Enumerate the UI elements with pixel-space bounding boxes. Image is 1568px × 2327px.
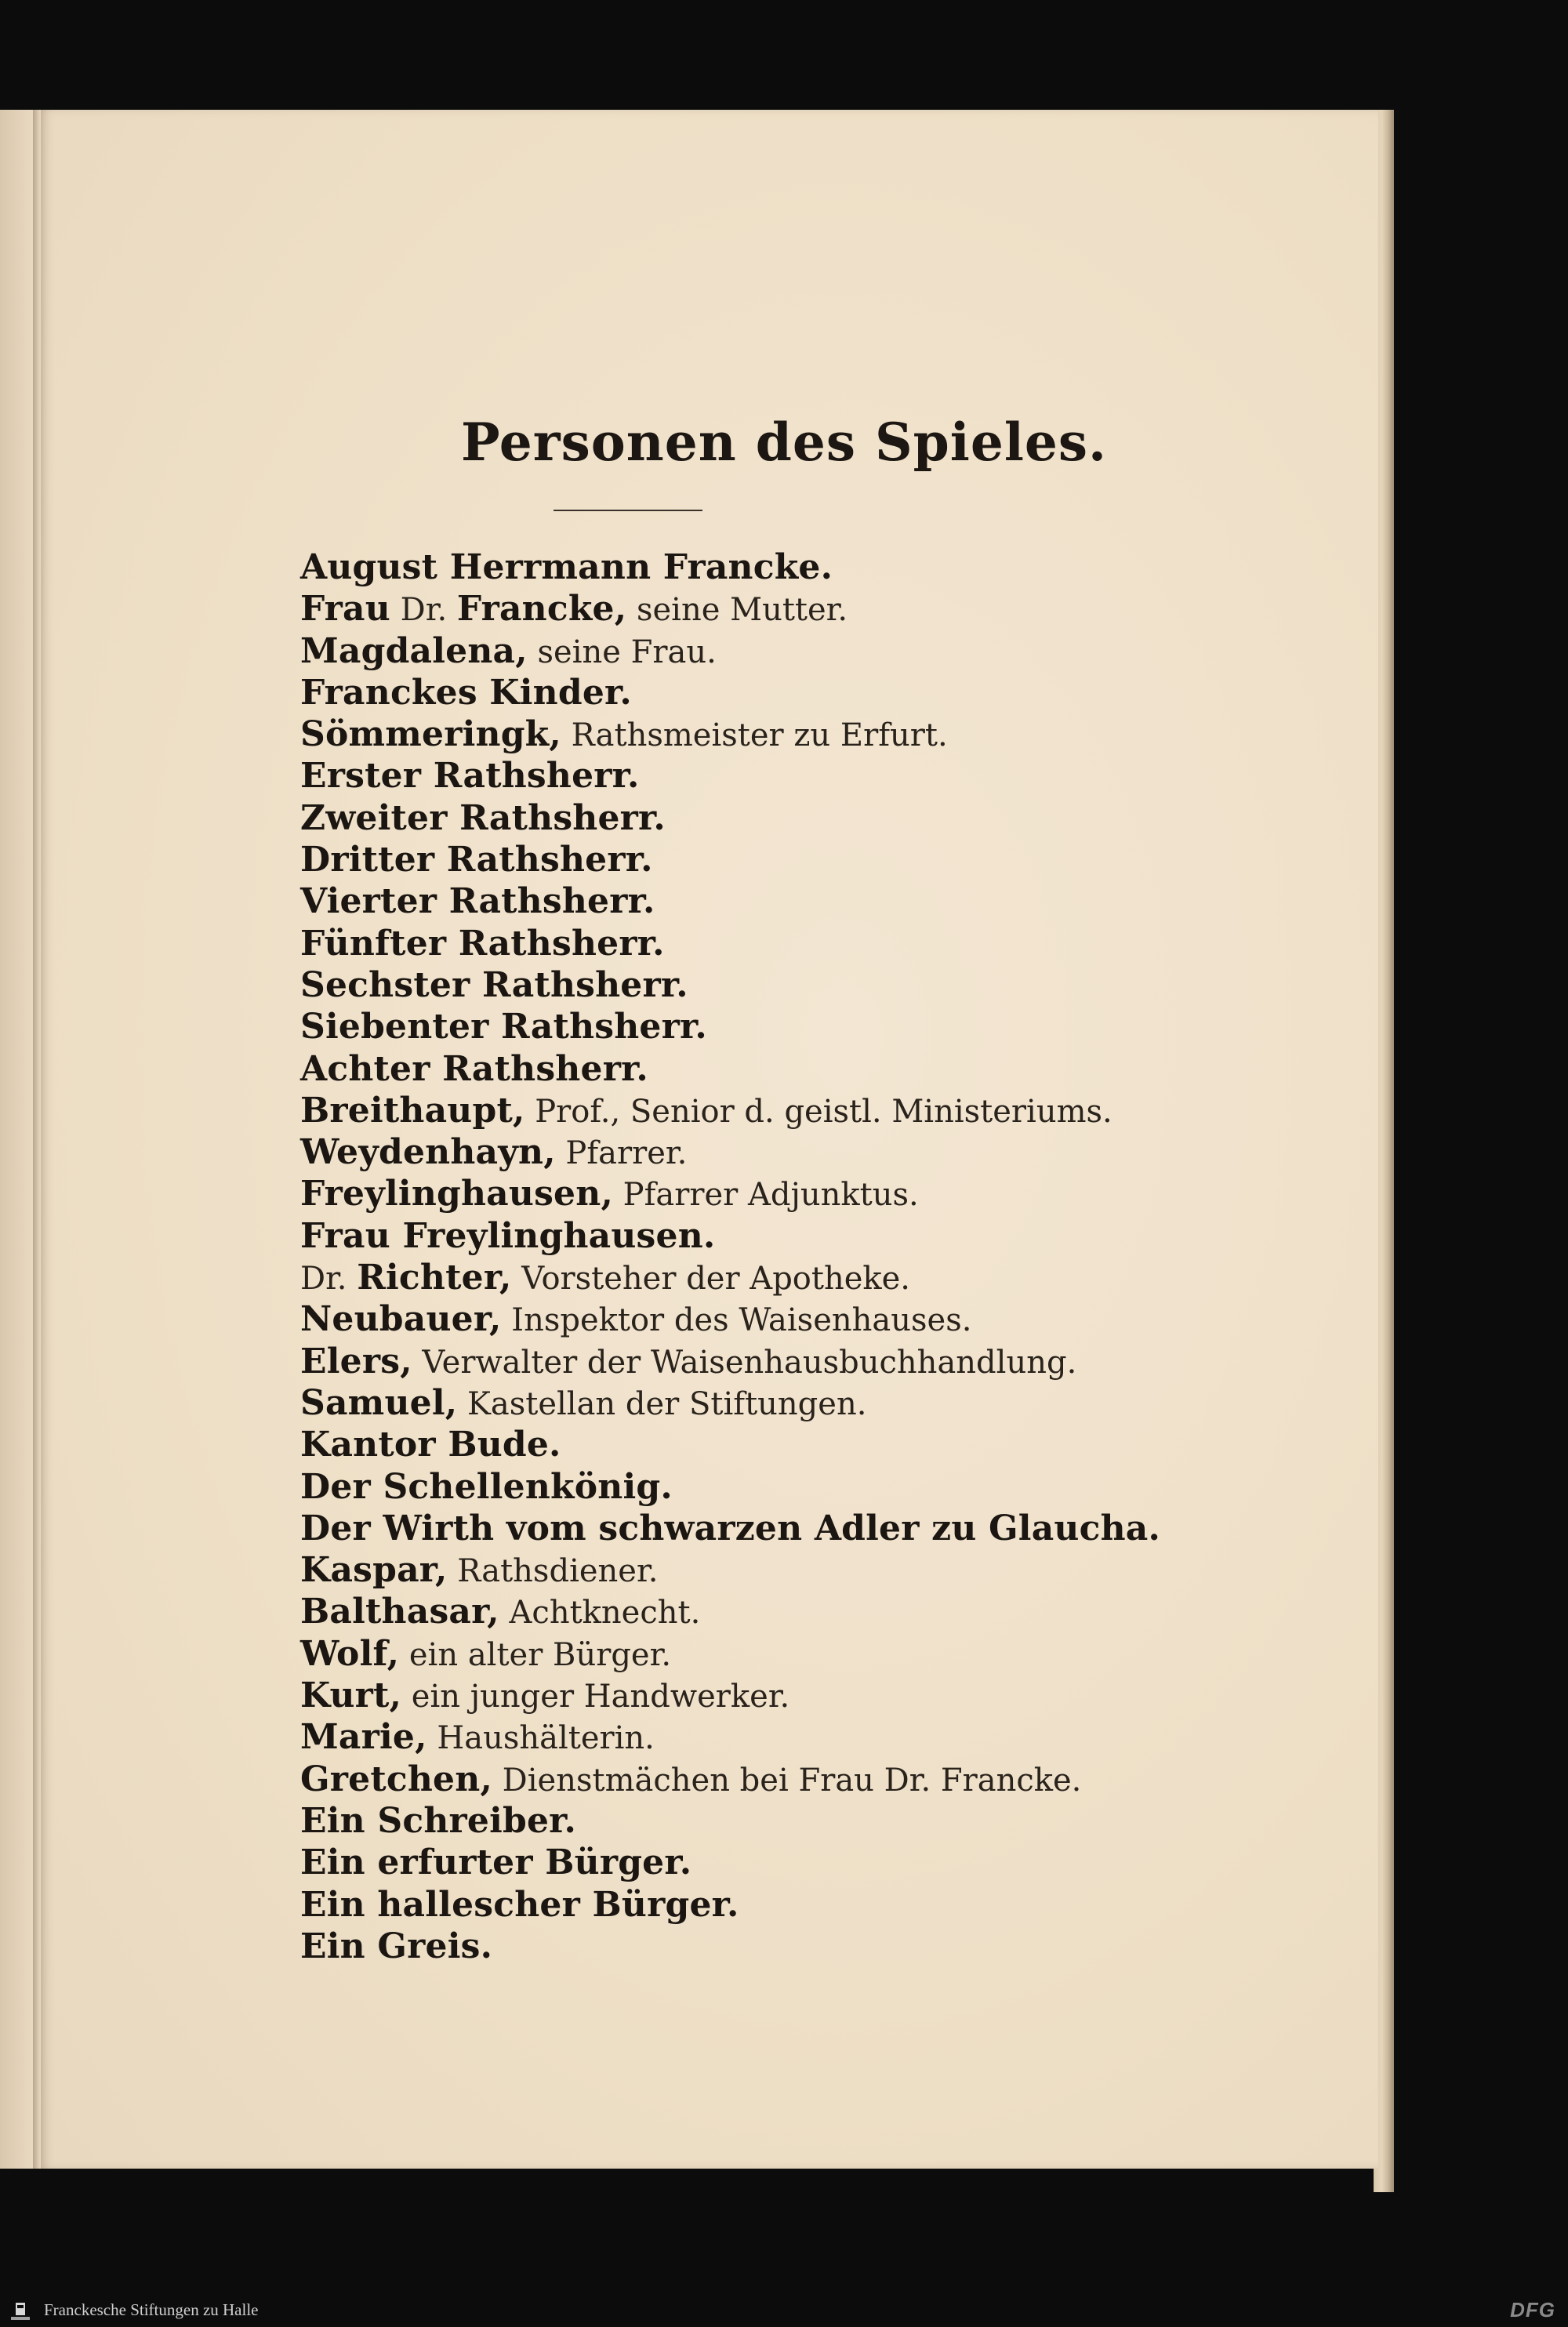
title-rule xyxy=(554,510,702,511)
character-description: Vorsteher der Apotheke. xyxy=(511,1261,911,1298)
cast-entry xyxy=(300,1090,1382,1131)
footer-institution: Franckesche Stiftungen zu Halle xyxy=(44,2300,259,2319)
cast-entry xyxy=(300,1215,1382,1257)
character-name: Kaspar, xyxy=(300,1550,448,1591)
cast-entry xyxy=(300,1716,1382,1758)
character-name: Breithaupt, xyxy=(300,1090,525,1131)
character-description: Achtknecht. xyxy=(499,1595,701,1632)
character-name: Kurt, xyxy=(300,1675,402,1716)
cast-entry xyxy=(300,880,1382,922)
character-name: Ein hallescher Bürger. xyxy=(300,1884,739,1925)
character-description: Prof., Senior d. geistl. Ministeriums. xyxy=(524,1093,1112,1130)
cast-entry xyxy=(300,1173,1382,1214)
character-name: Marie, xyxy=(300,1717,427,1758)
footer-brand-logo: DFG xyxy=(1510,2298,1555,2322)
character-name: Der Wirth vom schwarzen Adler zu Glaucha. xyxy=(300,1508,1161,1548)
character-name: Fünfter Rathsherr. xyxy=(300,923,665,964)
character-name: Ein erfurter Bürger. xyxy=(300,1842,692,1883)
character-description: Dr. xyxy=(300,1261,358,1298)
character-name: Erster Rathsherr. xyxy=(300,756,640,797)
cast-entry xyxy=(300,588,1382,630)
character-name: Elers, xyxy=(300,1341,412,1381)
character-name: Balthasar, xyxy=(300,1592,499,1632)
character-name: Freylinghausen, xyxy=(300,1174,613,1214)
character-name: Siebenter Rathsherr. xyxy=(300,1007,707,1047)
character-name: Franckes Kinder. xyxy=(300,672,632,713)
character-name: Zweiter Rathsherr. xyxy=(300,797,666,838)
cast-entry xyxy=(300,797,1382,839)
character-description: Rathsmeister zu Erfurt. xyxy=(561,717,948,754)
character-name: Dritter Rathsherr. xyxy=(300,840,653,880)
character-name: Magdalena, xyxy=(300,630,528,671)
character-name: Sömmeringk, xyxy=(300,714,561,755)
cast-entry xyxy=(300,755,1382,797)
character-name: Frau Freylinghausen. xyxy=(300,1215,716,1256)
cast-entry xyxy=(300,1006,1382,1047)
cast-entry xyxy=(300,1759,1382,1800)
character-description: Verwalter der Waisenhausbuchhandlung. xyxy=(412,1344,1077,1381)
cast-entry xyxy=(300,1926,1382,1967)
character-name: Ein Schreiber. xyxy=(300,1800,577,1841)
character-description: Pfarrer. xyxy=(555,1135,688,1172)
character-description: seine Frau. xyxy=(527,633,717,670)
cast-entry xyxy=(300,1884,1382,1926)
character-description: ein alter Bürger. xyxy=(399,1636,672,1673)
cast-entry xyxy=(300,1424,1382,1465)
cast-entry xyxy=(300,546,1382,588)
cast-entry xyxy=(300,1048,1382,1090)
cast-entry xyxy=(300,1382,1382,1424)
character-name: Ein Greis. xyxy=(300,1926,493,1966)
character-description: Dienstmächen bei Frau Dr. Francke. xyxy=(492,1762,1082,1799)
character-description: Dr. xyxy=(390,592,457,629)
cast-entry xyxy=(300,1466,1382,1508)
character-name: Sechster Rathsherr. xyxy=(300,964,688,1005)
character-name: Frau xyxy=(300,589,390,630)
character-name: Neubauer, xyxy=(300,1299,502,1340)
character-name: August Herrmann Francke. xyxy=(300,547,833,587)
cast-entry xyxy=(300,1591,1382,1632)
character-name: Achter Rathsherr. xyxy=(300,1048,648,1089)
character-name: Kantor Bude. xyxy=(300,1425,561,1465)
cast-entry xyxy=(300,1675,1382,1716)
character-name: Francke, xyxy=(456,589,627,630)
page-title: Personen des Spieles. xyxy=(460,412,1108,473)
character-description: seine Mutter. xyxy=(626,592,848,629)
character-description: Kastellan der Stiftungen. xyxy=(457,1385,867,1422)
cast-list xyxy=(300,546,1382,1967)
character-name: Samuel, xyxy=(300,1382,458,1423)
character-description: Haushälterin. xyxy=(426,1720,655,1757)
character-name: Richter, xyxy=(357,1258,512,1298)
cast-entry xyxy=(300,1633,1382,1675)
cast-entry xyxy=(300,713,1382,755)
cast-entry xyxy=(300,923,1382,964)
character-name: Wolf, xyxy=(300,1633,400,1674)
character-name: Der Schellenkönig. xyxy=(300,1466,673,1507)
cast-entry xyxy=(300,839,1382,880)
cast-entry xyxy=(300,1549,1382,1591)
character-description: Pfarrer Adjunktus. xyxy=(612,1177,919,1214)
cast-entry xyxy=(300,1131,1382,1173)
character-name: Vierter Rathsherr. xyxy=(300,881,655,922)
cast-entry xyxy=(300,1298,1382,1340)
institution-logo-icon xyxy=(5,2301,36,2323)
cast-entry xyxy=(300,1341,1382,1382)
character-name: Gretchen, xyxy=(300,1759,492,1799)
cast-entry xyxy=(300,964,1382,1006)
character-description: Rathsdiener. xyxy=(447,1553,659,1590)
cast-entry xyxy=(300,672,1382,713)
character-description: Inspektor des Waisenhauses. xyxy=(501,1302,972,1339)
cast-entry xyxy=(300,1842,1382,1883)
cast-entry xyxy=(300,630,1382,672)
character-description: ein junger Handwerker. xyxy=(401,1679,790,1715)
cast-entry xyxy=(300,1508,1382,1549)
cast-entry xyxy=(300,1800,1382,1842)
cast-entry xyxy=(300,1257,1382,1298)
character-name: Weydenhayn, xyxy=(300,1132,556,1173)
